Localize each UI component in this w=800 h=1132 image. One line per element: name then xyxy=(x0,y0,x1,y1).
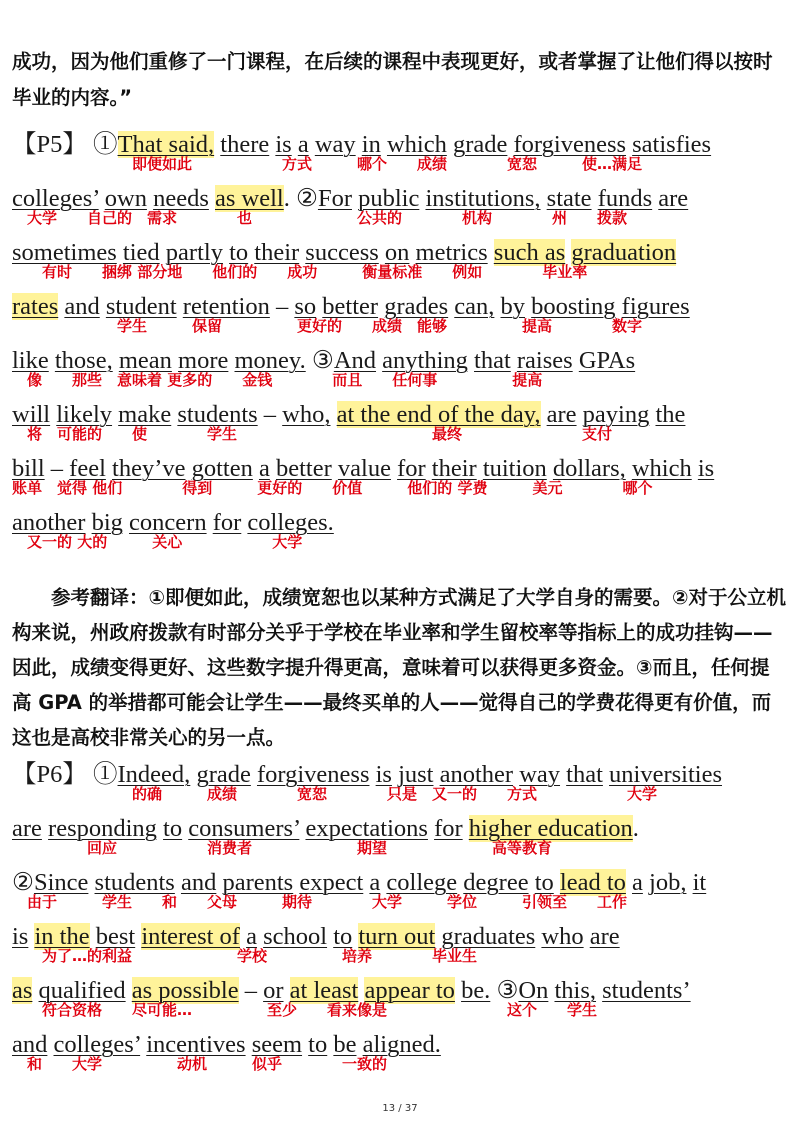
english-word: Since xyxy=(33,869,89,896)
english-word: and xyxy=(180,869,217,896)
passage-line xyxy=(12,804,792,858)
english-word: feel xyxy=(69,455,106,482)
english-word: a xyxy=(369,869,381,896)
english-word: responding xyxy=(48,815,157,842)
english-word: tuition xyxy=(482,455,547,482)
english-word: gotten xyxy=(191,455,253,482)
english-word: or xyxy=(263,977,284,1004)
english-word: anything xyxy=(382,347,468,374)
english-word: their xyxy=(254,239,300,266)
english-word: which xyxy=(386,131,447,158)
english-word: – xyxy=(257,401,283,428)
passage-line xyxy=(12,390,792,444)
english-word: colleges. xyxy=(247,509,334,536)
english-word: so xyxy=(294,293,317,320)
english-word: for xyxy=(397,455,426,482)
gloss-line: 将 可能的 使 学生 最终 支付 xyxy=(12,425,613,443)
english-word: On xyxy=(518,977,549,1004)
english-word: there xyxy=(220,131,270,158)
gloss-line: 由于 学生 和 父母 期待 大学 学位 引领至 工作 xyxy=(12,893,628,911)
english-word: like xyxy=(12,347,49,374)
english-word: – xyxy=(238,977,264,1004)
gloss-line: 回应 消费者 期望 高等教育 xyxy=(12,839,553,857)
english-word: graduates xyxy=(441,923,536,950)
english-word: satisfies xyxy=(632,131,712,158)
highlighted-phrase: graduation xyxy=(571,239,677,266)
english-word: GPAs xyxy=(578,347,636,374)
passage-line xyxy=(12,966,792,1020)
english-word: boosting xyxy=(531,293,616,320)
english-word: concern xyxy=(129,509,207,536)
english-word: student xyxy=(105,293,177,320)
english-word: it xyxy=(692,869,707,896)
english-word: forgiveness xyxy=(513,131,627,158)
gloss-line: 和 大学 动机 似乎 一致的 xyxy=(12,1055,388,1073)
english-word: way xyxy=(519,761,561,788)
page-number: 13 / 37 xyxy=(382,1103,418,1114)
english-word: mean xyxy=(118,347,172,374)
english-word: that xyxy=(566,761,603,788)
english-word: for xyxy=(434,815,463,842)
english-word: ③ xyxy=(490,977,519,1004)
english-word: a xyxy=(297,131,309,158)
english-word: big xyxy=(91,509,123,536)
english-word: and xyxy=(12,1031,48,1058)
english-word: parents xyxy=(222,869,294,896)
english-word: . ② xyxy=(283,185,318,212)
passage-line xyxy=(12,228,792,282)
english-word: a xyxy=(632,869,643,896)
p6-passage xyxy=(12,750,792,1074)
english-word: raises xyxy=(516,347,573,374)
english-word: ① xyxy=(93,761,118,788)
english-word: a xyxy=(246,923,257,950)
english-word: ① xyxy=(93,131,118,158)
english-word: on xyxy=(384,239,410,266)
highlighted-phrase: higher education xyxy=(468,815,633,842)
passage-line xyxy=(12,912,792,966)
highlighted-phrase: as xyxy=(12,977,33,1004)
english-word: way xyxy=(314,131,356,158)
gloss-line: 符合资格 尽可能… 至少 看来像是 这个 学生 xyxy=(12,1001,598,1019)
english-word: more xyxy=(178,347,229,374)
gloss-line: 有时 捆绑 部分地 他们的 成功 衡量标准 例如 毕业率 xyxy=(12,263,588,281)
english-word: consumers’ xyxy=(188,815,300,842)
highlighted-phrase: rates xyxy=(12,293,59,320)
paragraph-label: 【P6】 xyxy=(12,761,94,788)
paragraph-label: 【P5】 xyxy=(12,131,94,158)
english-word: can, xyxy=(454,293,495,320)
gloss-line: 大学 自己的 需求 也 公共的 机构 州 拨款 xyxy=(12,209,628,227)
english-word: to xyxy=(333,923,353,950)
english-word: expect xyxy=(299,869,364,896)
english-word: are xyxy=(546,401,577,428)
english-word: be. xyxy=(461,977,491,1004)
english-word: qualified xyxy=(38,977,126,1004)
english-word: a xyxy=(258,455,270,482)
passage-line xyxy=(12,858,792,912)
english-word: grade xyxy=(196,761,251,788)
highlighted-phrase: appear to xyxy=(364,977,455,1004)
english-word: to xyxy=(163,815,183,842)
english-word: And xyxy=(333,347,377,374)
english-word: grades xyxy=(384,293,449,320)
p5-passage xyxy=(12,120,792,552)
english-word: their xyxy=(431,455,477,482)
english-word: by xyxy=(500,293,526,320)
passage-line xyxy=(12,120,792,174)
english-word: needs xyxy=(153,185,209,212)
english-word: and xyxy=(64,293,100,320)
passage-line xyxy=(12,498,792,552)
english-word: seem xyxy=(251,1031,303,1058)
highlighted-phrase: turn out xyxy=(358,923,436,950)
english-word: job, xyxy=(649,869,687,896)
gloss-line: 为了…的利益 学校 培养 毕业生 xyxy=(12,947,478,965)
english-word: to xyxy=(229,239,249,266)
english-word: bill xyxy=(12,455,45,482)
english-word: – xyxy=(269,293,295,320)
english-word: aligned. xyxy=(362,1031,441,1058)
english-word: that xyxy=(474,347,511,374)
english-word: college xyxy=(386,869,458,896)
english-word: those, xyxy=(54,347,113,374)
highlighted-phrase: interest of xyxy=(141,923,240,950)
continued-translation-paragraph: 成功，因为他们重修了一门课程，在后续的课程中表现更好，或者掌握了让他们得以按时毕业的内容。” xyxy=(12,50,773,109)
english-word: sometimes xyxy=(12,239,117,266)
english-word: For xyxy=(317,185,352,212)
english-word: tied xyxy=(122,239,160,266)
p5-reference-translation: 参考翻译：①即便如此，成绩宽恕也以某种方式满足了大学自身的需要。②对于公立机构来说，州政府拨款有时部分关乎于学校在毕业率和学生留校率等指标上的成功挂钩——因此，成绩变得更好、这些数字提升得更高，意味着可以获得更多资金。③而且，任何提高 GPA 的举措都可能会让学生——最终买单的人——觉得自己的学费花得更有价值，而这也是高校非常关心的另一点。 xyxy=(12,586,787,749)
english-word: better xyxy=(322,293,379,320)
english-word: degree xyxy=(463,869,529,896)
highlighted-phrase: such as xyxy=(493,239,566,266)
highlighted-phrase: in the xyxy=(34,923,90,950)
english-word: colleges’ xyxy=(53,1031,141,1058)
passage-line xyxy=(12,1020,792,1074)
english-word: value xyxy=(337,455,391,482)
english-word: retention xyxy=(182,293,270,320)
english-word: incentives xyxy=(146,1031,246,1058)
english-word: this, xyxy=(554,977,597,1004)
highlighted-phrase: at least xyxy=(289,977,359,1004)
english-word: school xyxy=(263,923,328,950)
english-word: funds xyxy=(597,185,653,212)
english-word: who xyxy=(541,923,584,950)
english-word: likely xyxy=(56,401,113,428)
english-word: grade xyxy=(452,131,508,158)
english-word: another xyxy=(12,509,86,536)
english-word: students’ xyxy=(602,977,691,1004)
gloss-line: 又一的 大的 关心 大学 xyxy=(12,533,303,551)
english-word: metrics xyxy=(415,239,488,266)
english-word: better xyxy=(275,455,332,482)
english-word: ③ xyxy=(305,347,334,374)
highlighted-phrase: as well xyxy=(215,185,284,212)
english-word: – xyxy=(44,455,70,482)
english-word: forgiveness xyxy=(256,761,370,788)
english-word: universities xyxy=(609,761,722,788)
english-word: they’ve xyxy=(112,455,186,482)
passage-line xyxy=(12,750,792,804)
english-word: is xyxy=(12,923,29,950)
english-word: are xyxy=(12,815,42,842)
english-word: best xyxy=(95,923,136,950)
english-word: money. xyxy=(234,347,306,374)
gloss-line: 账单 觉得 他们 得到 更好的 价值 他们的 学费 美元 哪个 xyxy=(12,479,653,497)
highlighted-phrase: as possible xyxy=(131,977,239,1004)
english-word: another xyxy=(439,761,514,788)
english-word: the xyxy=(655,401,686,428)
english-word: which xyxy=(631,455,692,482)
highlighted-phrase: at the end of the day, xyxy=(336,401,541,428)
english-word: are xyxy=(589,923,620,950)
english-word: partly xyxy=(165,239,223,266)
passage-line xyxy=(12,336,792,390)
gloss-line: 的确 成绩 宽恕 只是 又一的 方式 大学 xyxy=(12,785,658,803)
english-word: paying xyxy=(582,401,650,428)
english-word: who, xyxy=(282,401,331,428)
english-word: is xyxy=(697,455,715,482)
english-word: figures xyxy=(621,293,690,320)
english-word: dollars, xyxy=(552,455,626,482)
english-word: to xyxy=(534,869,554,896)
english-word: make xyxy=(118,401,172,428)
english-word: be xyxy=(333,1031,357,1058)
english-word: institutions, xyxy=(425,185,541,212)
english-word: state xyxy=(546,185,592,212)
passage-line xyxy=(12,174,792,228)
english-word: success xyxy=(305,239,379,266)
passage-line xyxy=(12,444,792,498)
english-word: students xyxy=(177,401,258,428)
gloss-line: 学生 保留 更好的 成绩 能够 提高 数字 xyxy=(12,317,643,335)
english-word: are xyxy=(658,185,689,212)
english-word: Indeed, xyxy=(117,761,191,788)
english-word: is xyxy=(275,131,292,158)
english-word: is xyxy=(375,761,392,788)
english-word: public xyxy=(358,185,420,212)
gloss-line: 即便如此 方式 哪个 成绩 宽恕 使…满足 xyxy=(12,155,643,173)
english-word: students xyxy=(94,869,175,896)
english-word: own xyxy=(104,185,147,212)
english-word: colleges’ xyxy=(12,185,99,212)
highlighted-phrase: lead to xyxy=(559,869,626,896)
english-word: to xyxy=(308,1031,328,1058)
english-word: will xyxy=(12,401,51,428)
english-word: expectations xyxy=(305,815,428,842)
english-word: in xyxy=(361,131,381,158)
highlighted-phrase: That said, xyxy=(117,131,215,158)
passage-line xyxy=(12,282,792,336)
english-word: . xyxy=(632,815,639,842)
english-word: for xyxy=(212,509,242,536)
gloss-line: 像 那些 意味着 更多的 金钱 而且 任何事 提高 xyxy=(12,371,543,389)
english-word: just xyxy=(398,761,434,788)
english-word: ② xyxy=(12,869,34,896)
